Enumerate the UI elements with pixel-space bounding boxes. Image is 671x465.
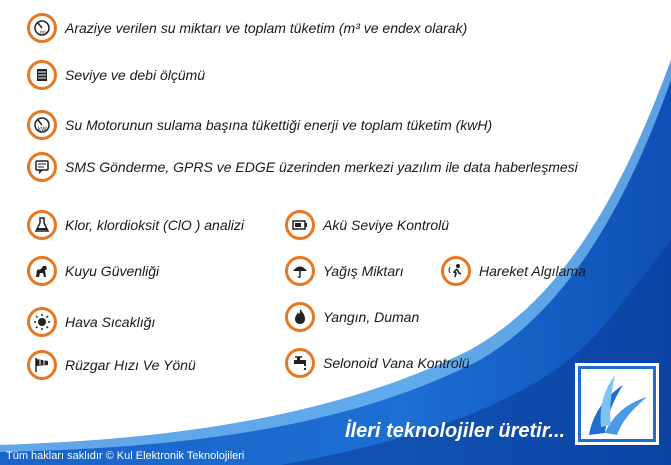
feature-motion bbox=[441, 256, 586, 286]
slogan: İleri teknolojiler üretir... bbox=[345, 420, 566, 442]
feature-label: Selonoid Vana Kontrolü bbox=[323, 355, 470, 371]
rain-umbrella-icon bbox=[285, 256, 315, 286]
feature-label: Klor, klordioksit (ClO ) analizi bbox=[65, 217, 244, 233]
fire-icon bbox=[285, 302, 315, 332]
feature-chlorine bbox=[27, 210, 244, 240]
feature-label: Hareket Algılama bbox=[479, 263, 586, 279]
feature-label: Yangın, Duman bbox=[323, 309, 420, 325]
sms-icon bbox=[27, 152, 57, 182]
feature-label: Hava Sıcaklığı bbox=[65, 314, 156, 330]
valve-faucet-icon bbox=[285, 348, 315, 378]
feature-label: Seviye ve debi ölçümü bbox=[65, 67, 206, 83]
water-meter-icon bbox=[27, 13, 57, 43]
level-gauge-icon bbox=[27, 60, 57, 90]
guard-dog-icon bbox=[27, 256, 57, 286]
feature-rainfall bbox=[285, 256, 404, 286]
windsock-icon bbox=[27, 350, 57, 380]
feature-energy bbox=[27, 110, 492, 140]
motion-detection-icon bbox=[441, 256, 471, 286]
feature-label: Kuyu Güvenliği bbox=[65, 263, 160, 279]
feature-solenoid-valve bbox=[285, 348, 470, 378]
svg-text:kW: kW bbox=[38, 127, 47, 133]
feature-label: Akü Seviye Kontrolü bbox=[323, 217, 450, 233]
feature-battery bbox=[285, 210, 449, 240]
feature-label: Araziye verilen su miktarı ve toplam tüketim (m³ ve endex olarak) bbox=[65, 20, 468, 36]
feature-well-security bbox=[27, 256, 159, 286]
company-logo bbox=[571, 357, 663, 449]
feature-label: SMS Gönderme, GPRS ve EDGE üzerinden merkezi yazılım ile data haberleşmesi bbox=[65, 159, 578, 175]
svg-text:m³: m³ bbox=[40, 30, 46, 36]
feature-wind bbox=[27, 350, 196, 380]
battery-icon bbox=[285, 210, 315, 240]
feature-level-flow bbox=[27, 60, 205, 90]
feature-air-temperature bbox=[27, 307, 155, 337]
feature-fire-smoke bbox=[285, 302, 419, 332]
feature-label: Rüzgar Hızı Ve Yönü bbox=[65, 357, 196, 373]
feature-water-meter bbox=[27, 13, 467, 43]
copyright-text: Tüm hakları saklıdır © Kul Elektronik Teknolojileri bbox=[6, 450, 245, 462]
feature-sms bbox=[27, 152, 578, 182]
feature-label: Yağış Miktarı bbox=[323, 263, 404, 279]
chemistry-flask-icon bbox=[27, 210, 57, 240]
sun-icon bbox=[27, 307, 57, 337]
feature-label: Su Motorunun sulama başına tükettiği enerji ve toplam tüketim (kwH) bbox=[65, 117, 493, 133]
energy-meter-icon bbox=[27, 110, 57, 140]
